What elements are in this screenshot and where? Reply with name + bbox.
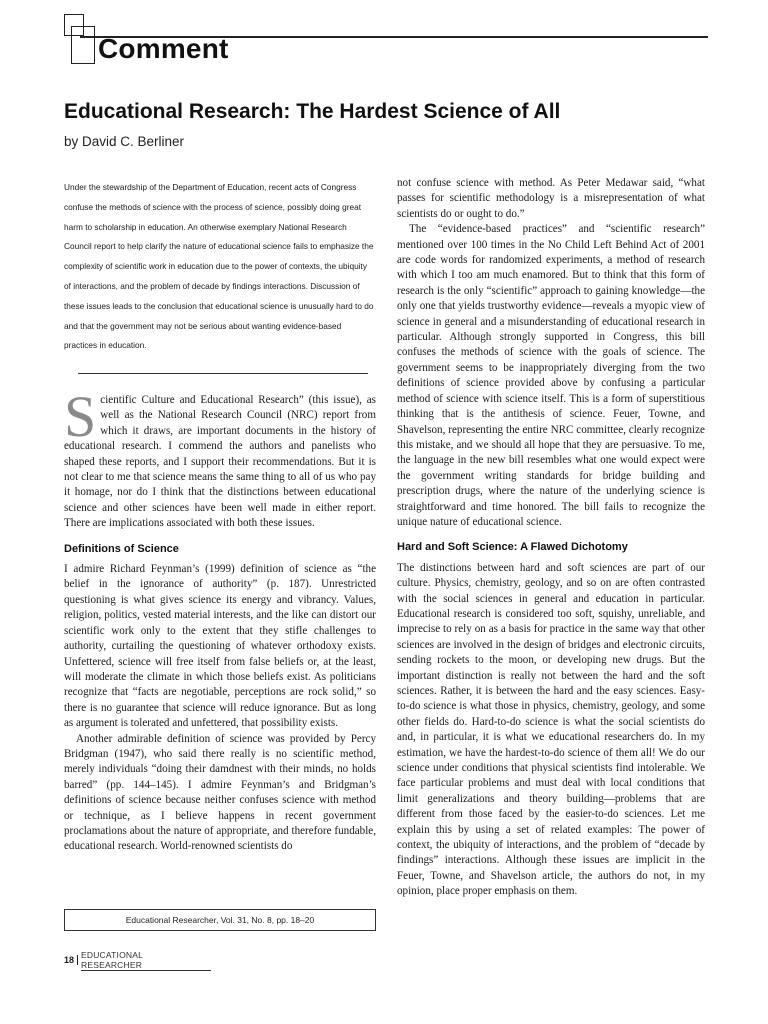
article-title: Educational Research: The Hardest Science of All: [64, 100, 561, 123]
body-paragraph: Another admirable definition of science was provided by Percy Bridgman (1947), who said there really is no scientific method, merely individuals “doing their damdnest with their minds, no holds barred” (pp. 144–145). I admire Feynman’s and Bridgman’s definitions of science because neither confuses science with method or technique, as I believe happens in recent government proclamations about the nature of appropriate, and therefore fundable, educational research. World-renowned scientists do: [64, 732, 376, 853]
byline: by David C. Berliner: [64, 134, 185, 149]
section-heading-hard-soft: Hard and Soft Science: A Flawed Dichotomy: [397, 541, 628, 554]
header-decor-box-tall: [71, 26, 95, 64]
body-paragraph: The distinctions between hard and soft sciences are part of our culture. Physics, chemistry, geology, and so on are often contrasted with the social sciences in general and education in particular. Educational research is considered too soft, squishy, unreliable, and imprecise to rely on as a basis for practice in the same way that other sciences are involved in the design of bridges and electronic circuits, sending rockets to the moon, or developing new drugs. But the important distinction is really not between the hard and the soft sciences. Rather, it is between the hard and the easy sciences. Easy-to-do science is what those in physics, chemistry, geology, and some other fields do. Hard-to-do science is what the social scientists do and, in particular, it is what we educational researchers do. In my estimation, we have the hardest-to-do science of them all! We do our science under conditions that physical scientists find intolerable. We face particular problems and must deal with local conditions that limit generalizations and theory building—problems that are different from those faced by the easier-to-do sciences. Let me explain this by using a set of related examples: The power of context, the ubiquity of interactions, and the problem of “decade by findings” interactions. Although these issues are implicit in the Feuer, Towne, and Shavelson article, the authors do not, in my opinion, place proper emphasis on them.: [397, 561, 705, 898]
section-heading-definitions: Definitions of Science: [64, 542, 179, 555]
left-column: [64, 384, 376, 855]
right-column: [397, 176, 705, 900]
body-paragraph: I admire Richard Feynman’s (1999) definition of science as “the belief in the ignorance of authority” (p. 187). Unrestricted questioning is what gives science its energy and vibrancy. Values, religion, politics, vested material interests, and the like can distort our scientific work only to the extent that they stifle challenges to authority, curtailing the questioning of whatever orthodoxy exists. Unfettered, science will free itself from false beliefs or, at the least, will moderate the climate in which those beliefs exist. As politicians recognize that “facts are negotiable, perceptions are rock solid,” so there is no guarantee that science will reduce ignorance. But as long as argument is tolerated and unfettered, that possibility exists.: [64, 563, 376, 730]
drop-cap: S: [64, 384, 97, 449]
journal-name: EDUCATIONAL RESEARCHER: [81, 950, 211, 971]
page-footer: [64, 949, 211, 970]
intro-paragraph: [64, 384, 376, 532]
abstract: Under the stewardship of the Department of Education, recent acts of Congress confuse the methods of science with the process of science, possibly doing great harm to scholarship in education. An otherwise exemplary National Research Council report to help clarify the nature of educational science fails to emphasize the complexity of scientific work in education due to the power of contexts, the ubiquity of interactions, and the problem of decade by findings interactions. Discussion of these issues leads to the conclusion that educational science is unusually hard to do and that the government may not be serious about wanting evidence-based practices in education.: [64, 182, 374, 351]
abstract-divider: [78, 373, 368, 374]
body-paragraph: The “evidence-based practices” and “scientific research” mentioned over 100 times in the No Child Left Behind Act of 2001 are code words for randomized experiments, a method of research with which I too am much enamored. But to think that this form of research is the only “scientific” approach to gaining knowledge—the only one that yields trustworthy evidence—reveals a myopic view of science in general and a misunderstanding of educational research in particular. Although strongly supported in Congress, this bill confuses the methods of science with the goals of science. The government seems to be inappropriately diverging from the two definitions of science provided above by confusing a particular method of science with science itself. This is a form of superstitious thinking that is the antithesis of science. Feuer, Towne, and Shavelson, representing the entire NRC committee, clearly recognize this mistake, and we should all hope that they are persuasive. To me, the language in the new bill resembles what one would expect were the government writing standards for bridge building and prescription drugs, where the nature of the underlying science is straightforward and time honored. The bill fails to recognize the unique nature of educational science.: [397, 223, 705, 528]
page-number: 18: [64, 955, 78, 965]
citation-box: Educational Researcher, Vol. 31, No. 8, pp. 18–20: [64, 909, 376, 931]
section-label: Comment: [98, 33, 229, 64]
intro-text: cientific Culture and Educational Research” (this issue), as well as the National Research Council (NRC) report from which it draws, are important documents in the history of educational research. I commend the authors and panelists who shaped these reports, and I support their recommendations. But it is not clear to me that science means the same thing to all of us who pay it homage, nor do I think that the distinctions between educational science and other sciences have been well made in either report. There are implications associated with both these issues.: [64, 394, 376, 530]
body-paragraph: not confuse science with method. As Peter Medawar said, “what passes for scientific methodology is a misrepresentation of what scientists do or ought to do.”: [397, 177, 705, 220]
